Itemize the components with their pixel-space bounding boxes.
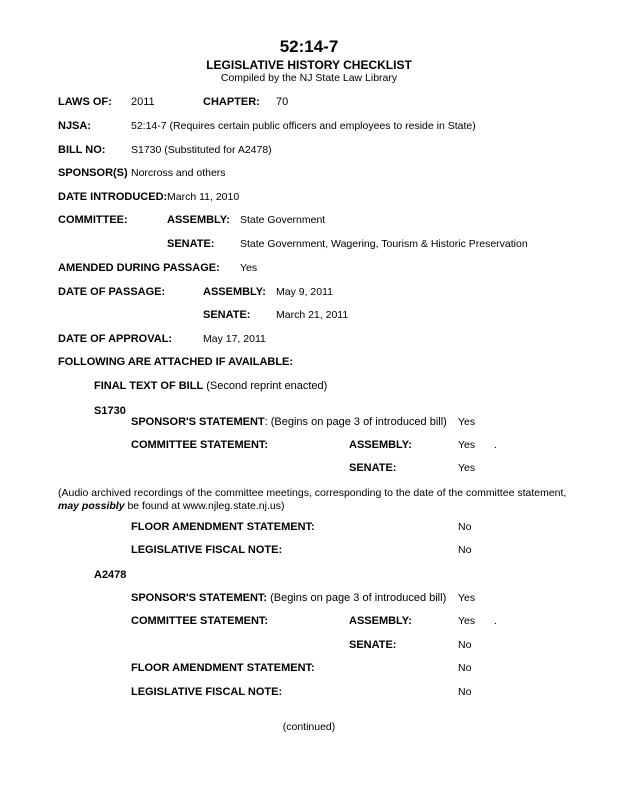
date-introduced-label: DATE INTRODUCED: (58, 191, 168, 203)
njsa-label: NJSA: (58, 120, 92, 132)
a2478-sponsor-value: Yes (458, 592, 476, 604)
following-heading: FOLLOWING ARE ATTACHED IF AVAILABLE: (58, 356, 294, 368)
s1730-fiscal-value: No (458, 544, 472, 556)
committee-senate-value: State Government, Wagering, Tourism & Historic Preservation (240, 238, 528, 250)
audio-note-text-b: be found at www.njleg.state.nj.us) (124, 500, 285, 512)
audio-note (58, 487, 568, 513)
a2478-fiscal-value: No (458, 686, 472, 698)
s1730-committee-assembly-value: Yes (458, 439, 476, 451)
audio-note-text-a: (Audio archived recordings of the committee meetings, corresponding to the date of the committee statement, (58, 487, 567, 499)
s1730-floor-value: No (458, 521, 472, 533)
audio-note-emphasis: may possibly (58, 500, 125, 512)
a2478-committee-senate-value: No (458, 639, 472, 651)
s1730-sponsor-line (131, 417, 447, 428)
final-text-note: (Second reprint enacted) (203, 380, 328, 392)
final-text-line (94, 381, 327, 392)
s1730-floor-label: FLOOR AMENDMENT STATEMENT: (131, 521, 315, 533)
continued-note: (continued) (282, 721, 336, 733)
bill-no-value: S1730 (Substituted for A2478) (131, 144, 272, 156)
page-title: 52:14-7 (279, 37, 339, 56)
date-introduced-value: March 11, 2010 (167, 191, 240, 203)
s1730-sponsor-value: Yes (458, 416, 476, 428)
sponsors-label: SPONSOR(S) (58, 167, 128, 179)
committee-senate-label: SENATE: (167, 238, 215, 250)
laws-of-value: 2011 (131, 96, 155, 108)
amended-value: Yes (240, 262, 258, 274)
passage-assembly-label: ASSEMBLY: (203, 286, 266, 298)
passage-senate-value: March 21, 2011 (276, 309, 349, 321)
page-subtitle: LEGISLATIVE HISTORY CHECKLIST (206, 58, 412, 72)
bill-no-label: BILL NO: (58, 144, 106, 156)
date-of-approval-label: DATE OF APPROVAL: (58, 333, 173, 345)
a2478-committee-assembly-value: Yes (458, 615, 476, 627)
a2478-heading: A2478 (94, 569, 127, 581)
s1730-committee-senate-label: SENATE: (349, 462, 397, 474)
a2478-sponsor-note: (Begins on page 3 of introduced bill) (267, 592, 447, 604)
s1730-heading: S1730 (94, 405, 126, 417)
a2478-sponsor-label: SPONSOR'S STATEMENT: (131, 592, 268, 604)
a2478-committee-assembly-label: ASSEMBLY: (349, 615, 412, 627)
final-text-label: FINAL TEXT OF BILL (94, 380, 204, 392)
a2478-floor-label: FLOOR AMENDMENT STATEMENT: (131, 662, 315, 674)
passage-senate-label: SENATE: (203, 309, 251, 321)
s1730-sponsor-label: SPONSOR'S STATEMENT (131, 416, 265, 428)
s1730-committee-label: COMMITTEE STATEMENT: (131, 439, 269, 451)
chapter-value: 70 (276, 96, 289, 108)
njsa-value: 52:14-7 (Requires certain public officers and employees to reside in State) (131, 120, 476, 132)
s1730-committee-senate-value: Yes (458, 462, 476, 474)
a2478-floor-value: No (458, 662, 472, 674)
s1730-committee-assembly-label: ASSEMBLY: (349, 439, 412, 451)
s1730-fiscal-label: LEGISLATIVE FISCAL NOTE: (131, 544, 283, 556)
a2478-committee-senate-label: SENATE: (349, 639, 397, 651)
s1730-sponsor-note: : (Begins on page 3 of introduced bill) (264, 416, 447, 428)
s1730-committee-assembly-dot: . (494, 439, 497, 451)
chapter-label: CHAPTER: (203, 96, 260, 108)
a2478-fiscal-label: LEGISLATIVE FISCAL NOTE: (131, 686, 283, 698)
amended-label: AMENDED DURING PASSAGE: (58, 262, 220, 274)
date-of-approval-value: May 17, 2011 (203, 333, 266, 345)
a2478-committee-assembly-dot: . (494, 615, 497, 627)
a2478-sponsor-line (131, 593, 446, 604)
date-of-passage-label: DATE OF PASSAGE: (58, 286, 166, 298)
committee-assembly-value: State Government (240, 214, 326, 226)
a2478-committee-label: COMMITTEE STATEMENT: (131, 615, 269, 627)
laws-of-label: LAWS OF: (58, 96, 112, 108)
sponsors-value: Norcross and others (131, 167, 226, 179)
committee-assembly-label: ASSEMBLY: (167, 214, 230, 226)
committee-label: COMMITTEE: (58, 214, 128, 226)
compiled-by: Compiled by the NJ State Law Library (220, 72, 398, 84)
passage-assembly-value: May 9, 2011 (276, 286, 334, 298)
